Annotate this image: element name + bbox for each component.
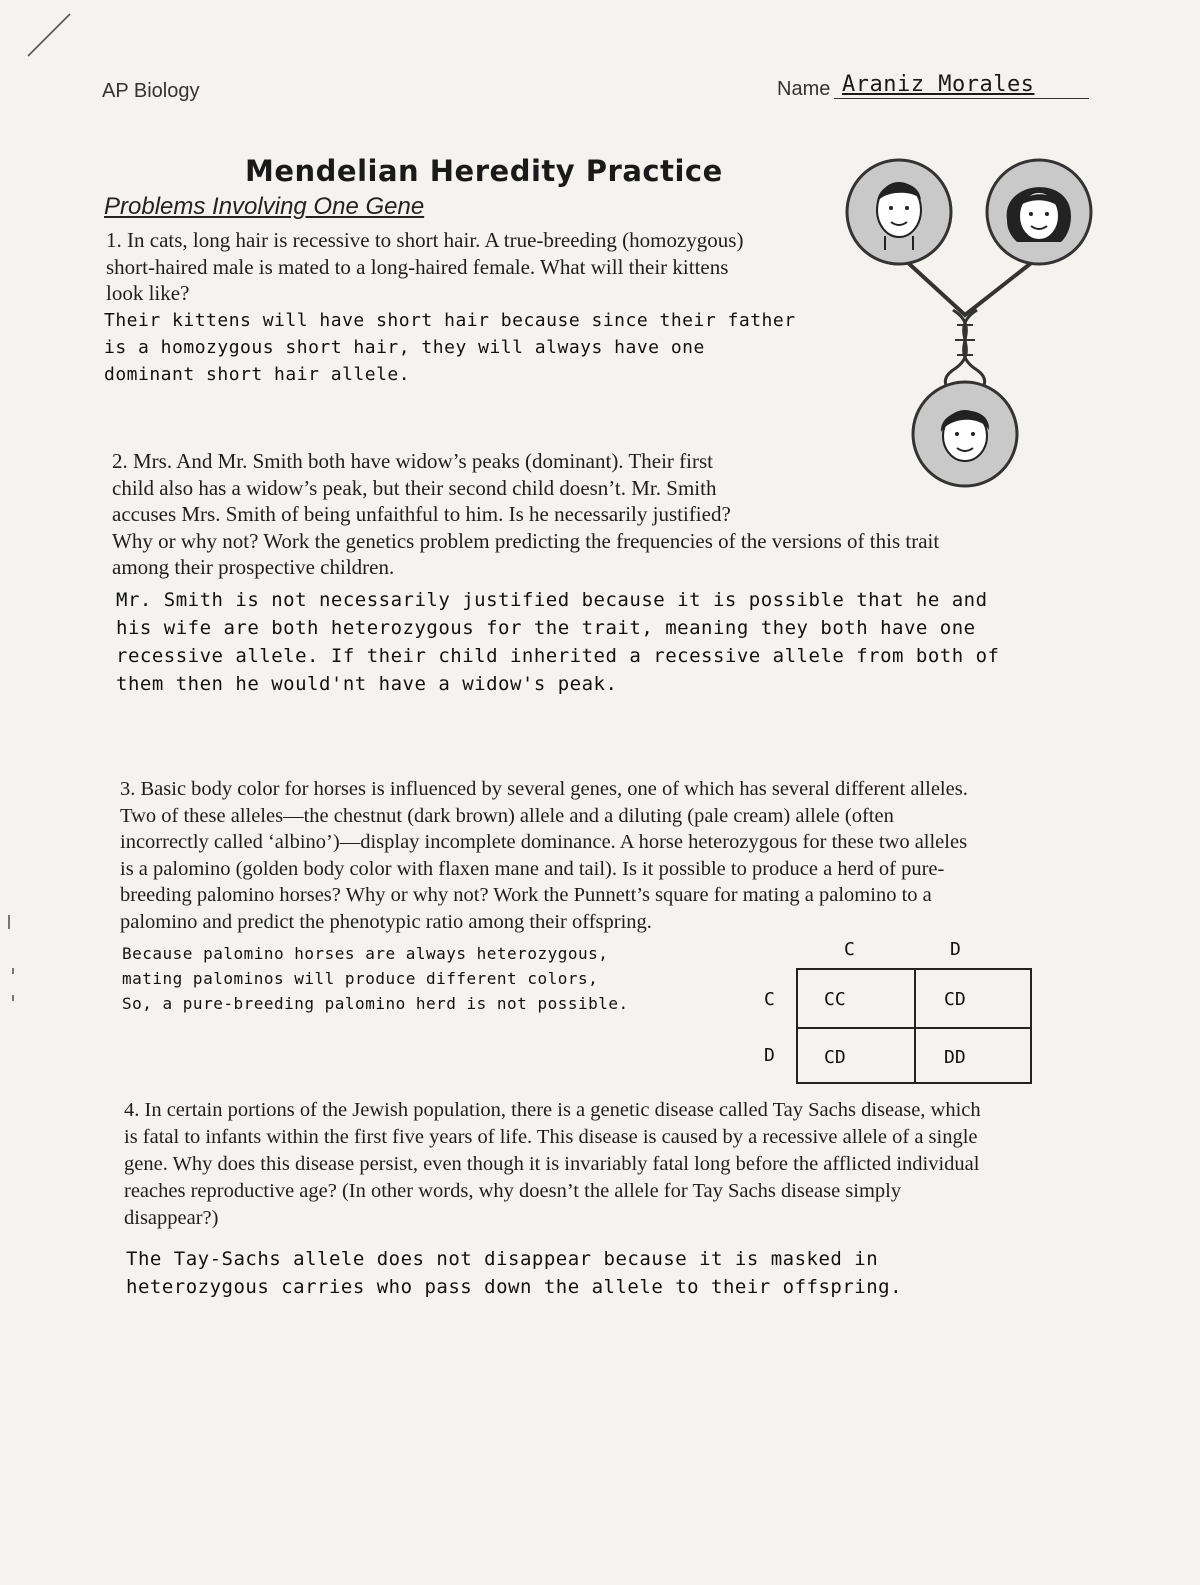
question-line: short-haired male is mated to a long-haired female. What will their kittens: [106, 254, 729, 279]
margin-mark: [12, 968, 14, 974]
question-line: 4. In certain portions of the Jewish population, there is a genetic disease called Tay Sachs disease, which: [124, 1099, 981, 1121]
section-title: Problems Involving One Gene: [104, 193, 425, 220]
answer-line: So, a pure-breeding palomino herd is not possible.: [122, 994, 629, 1013]
question-2: [112, 448, 939, 581]
answer-3: [122, 941, 629, 1016]
punnett-col-header: C: [844, 939, 855, 960]
question-line: 1. In cats, long hair is recessive to short hair. A true-breeding (homozygous): [106, 228, 744, 252]
question-line: is a palomino (golden body color with flaxen mane and tail). Is it possible to produce a herd of pure-: [120, 857, 945, 880]
question-line: breeding palomino horses? Why or why not? Work the Punnett’s square for mating a palomino to a: [120, 884, 932, 906]
question-line: among their prospective children.: [112, 555, 395, 579]
pen-mark: [20, 10, 80, 60]
answer-line: his wife are both heterozygous for the trait, meaning they both have one: [116, 617, 976, 639]
answer-4: [126, 1245, 902, 1301]
punnett-cell: CD: [824, 1047, 846, 1068]
question-line: is fatal to infants within the first five years of life. This disease is caused by a recessive allele of a single: [124, 1126, 978, 1148]
question-line: reaches reproductive age? (In other words, why doesn’t the allele for Tay Sachs disease simply: [124, 1180, 902, 1202]
punnett-cell: CC: [824, 989, 846, 1010]
question-line: Two of these alleles—the chestnut (dark brown) allele and a diluting (pale cream) allele (often: [120, 804, 894, 827]
answer-line: Their kittens will have short hair because since their father: [104, 310, 796, 331]
punnett-cell: CD: [944, 989, 966, 1010]
punnett-cell: DD: [944, 1047, 966, 1068]
answer-line: is a homozygous short hair, they will always have one: [104, 337, 705, 358]
name-field[interactable]: [834, 72, 1089, 99]
answer-line: mating palominos will produce different colors,: [122, 969, 599, 988]
answer-2: [116, 586, 999, 698]
question-line: accuses Mrs. Smith of being unfaithful to him. Is he necessarily justified?: [112, 502, 731, 526]
answer-line: recessive allele. If their child inherited a recessive allele from both of: [116, 645, 1000, 667]
question-line: child also has a widow’s peak, but their second child doesn’t. Mr. Smith: [112, 475, 717, 500]
question-line: 2. Mrs. And Mr. Smith both have widow’s peaks (dominant). Their first: [112, 449, 713, 473]
question-4: [124, 1097, 981, 1232]
answer-line: heterozygous carries who pass down the allele to their offspring.: [126, 1276, 903, 1298]
punnett-square: [760, 935, 1050, 1095]
question-line: look like?: [106, 281, 190, 305]
question-3: [120, 776, 968, 935]
question-line: gene. Why does this disease persist, even though it is invariably fatal long before the afflicted individual: [124, 1153, 980, 1175]
answer-line: Mr. Smith is not necessarily justified because it is possible that he and: [116, 589, 988, 611]
answer-line: Because palomino horses are always heterozygous,: [122, 944, 609, 963]
answer-line: dominant short hair allele.: [104, 364, 411, 385]
punnett-col-header: D: [950, 939, 961, 960]
course-label: AP Biology: [102, 80, 200, 102]
punnett-row-header: C: [764, 989, 775, 1010]
question-line: palomino and predict the phenotypic ratio among their offspring.: [120, 910, 652, 933]
name-label: Name: [777, 78, 831, 100]
margin-mark: [12, 995, 14, 1001]
question-line: disappear?): [124, 1207, 219, 1229]
question-1: [106, 227, 743, 307]
margin-mark: [8, 915, 10, 929]
question-line: Why or why not? Work the genetics problem predicting the frequencies of the versions of this trait: [112, 528, 940, 553]
question-line: incorrectly called ‘albino’)—display incomplete dominance. A horse heterozygous for these two alleles: [120, 831, 968, 853]
answer-line: them then he would'nt have a widow's peak.: [116, 673, 618, 695]
answer-line: The Tay-Sachs allele does not disappear because it is masked in: [126, 1248, 879, 1270]
family-portraits-illustration: [835, 150, 1095, 490]
page-title: Mendelian Heredity Practice: [245, 154, 723, 188]
question-line: 3. Basic body color for horses is influenced by several genes, one of which has several different alleles.: [120, 778, 968, 800]
student-name: Araniz Morales: [842, 72, 1035, 97]
punnett-row-header: D: [764, 1045, 775, 1066]
answer-1: [104, 307, 796, 388]
